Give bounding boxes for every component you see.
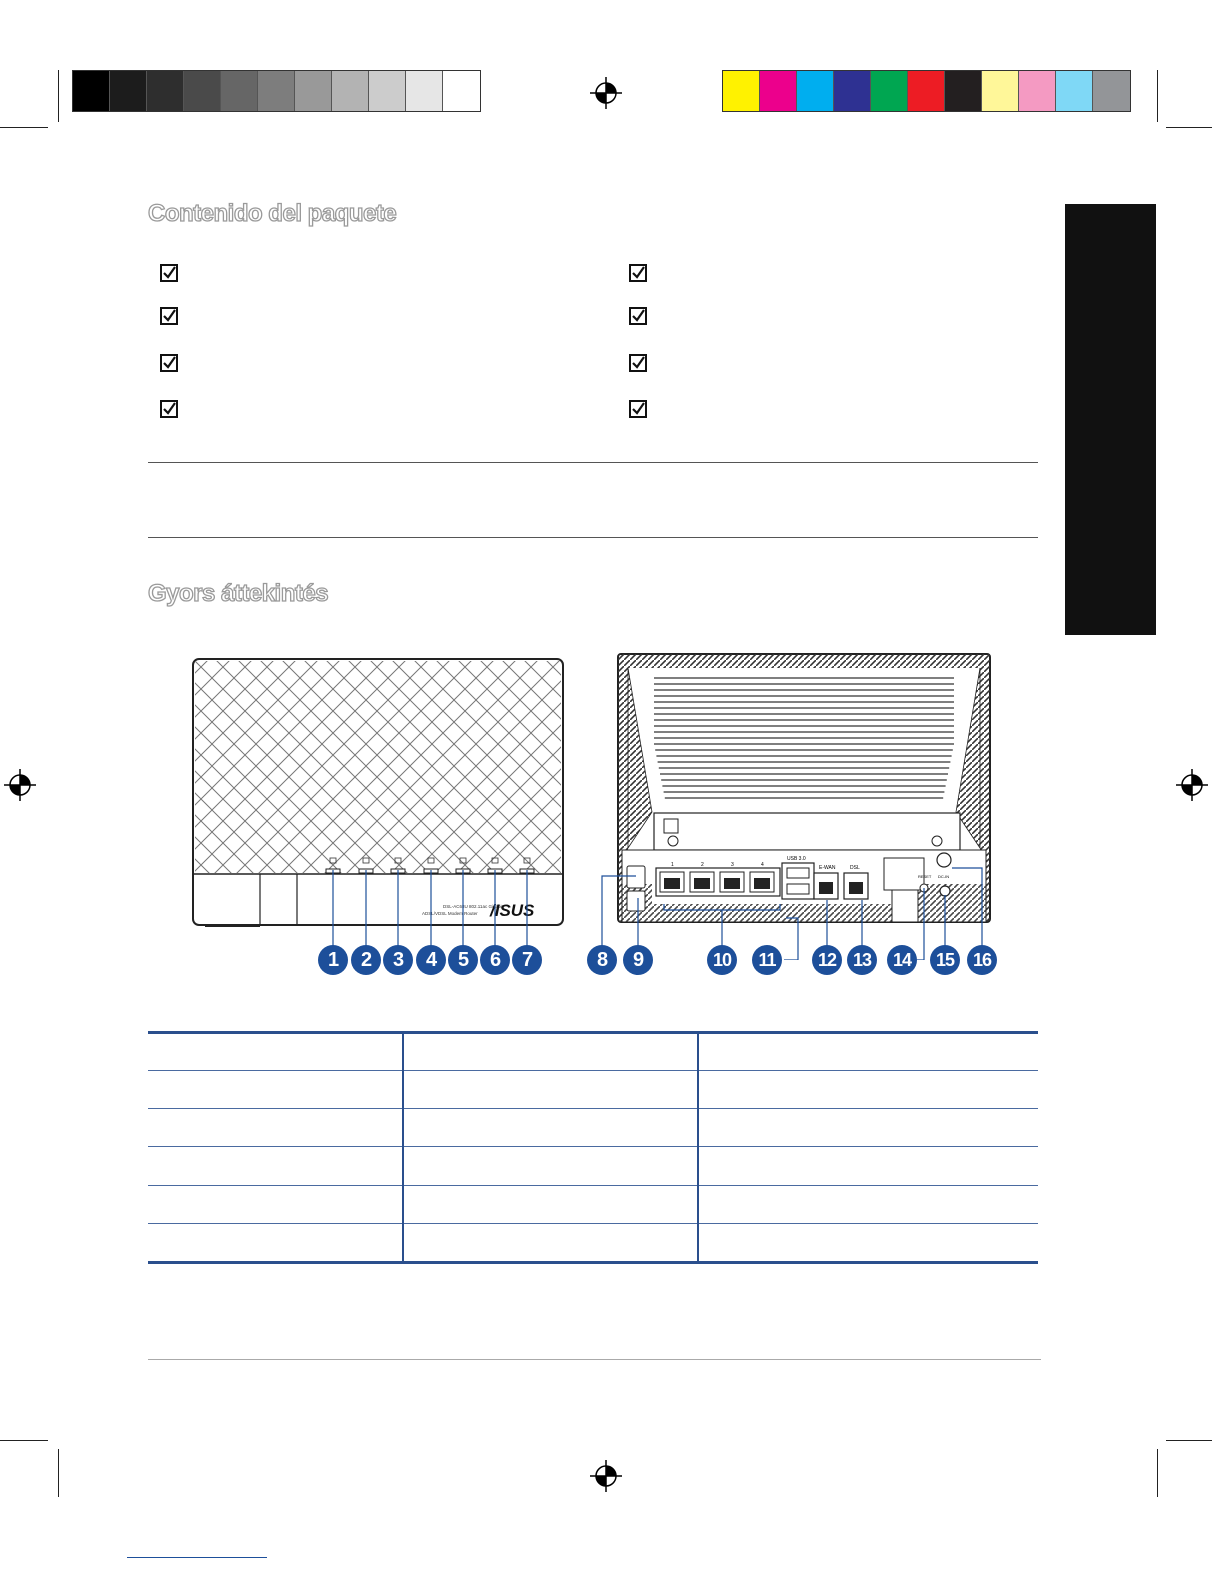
note-top-rule xyxy=(148,462,1038,463)
color-swatch xyxy=(760,71,797,111)
color-swatch xyxy=(443,71,480,111)
ewan-port-label: E-WAN xyxy=(819,865,836,871)
table-row-divider xyxy=(148,1146,1038,1147)
color-swatch xyxy=(1056,71,1093,111)
color-swatch xyxy=(1019,71,1056,111)
footer-rule xyxy=(148,1359,1041,1360)
checkbox-icon xyxy=(160,400,178,418)
color-swatch xyxy=(73,71,110,111)
color-swatch xyxy=(406,71,443,111)
callout-4: 4 xyxy=(416,945,446,975)
color-swatch xyxy=(1093,71,1130,111)
callout-2: 2 xyxy=(351,945,381,975)
callout-14: 14 xyxy=(887,945,917,975)
crop-mark xyxy=(1157,1449,1158,1497)
callout-1: 1 xyxy=(318,945,348,975)
checkbox-icon xyxy=(629,400,647,418)
section-title-package-contents: Contenido del paquete xyxy=(148,200,397,227)
vent-grille xyxy=(654,678,954,798)
table-column-divider xyxy=(402,1033,404,1263)
color-swatch xyxy=(982,71,1019,111)
callout-8: 8 xyxy=(587,945,617,975)
color-swatch xyxy=(908,71,945,111)
color-swatch xyxy=(797,71,834,111)
color-swatch xyxy=(332,71,369,111)
table-row-divider xyxy=(148,1185,1038,1186)
checkbox-icon xyxy=(629,264,647,282)
callout-11: 11 xyxy=(752,945,782,975)
callout-9: 9 xyxy=(623,945,653,975)
note-bottom-rule xyxy=(148,537,1038,538)
crop-mark xyxy=(0,1440,48,1441)
color-swatch xyxy=(834,71,871,111)
color-swatch xyxy=(184,71,221,111)
checkbox-icon xyxy=(629,354,647,372)
model-line2: ADSL/VDSL Modem Router xyxy=(422,911,478,916)
table-row-divider xyxy=(148,1223,1038,1224)
section-title-quick-overview: Gyors áttekintés xyxy=(148,580,329,607)
crop-mark xyxy=(58,1449,59,1497)
crop-mark xyxy=(58,70,59,122)
table-row-divider xyxy=(148,1070,1038,1071)
reset-label: RESET xyxy=(918,874,932,879)
model-line1: DSL-AC68U 802.11ac Gigabit xyxy=(443,904,503,909)
color-swatch xyxy=(147,71,184,111)
lan-port-label: 3 xyxy=(731,862,734,868)
callout-7: 7 xyxy=(512,945,542,975)
checkbox-icon xyxy=(160,264,178,282)
callout-16: 16 xyxy=(967,945,997,975)
color-swatch xyxy=(369,71,406,111)
table-column-divider xyxy=(697,1033,699,1263)
callout-6: 6 xyxy=(480,945,510,975)
registration-mark-icon xyxy=(1176,769,1208,801)
callout-12: 12 xyxy=(812,945,842,975)
color-swatch xyxy=(221,71,258,111)
crop-mark xyxy=(1157,70,1158,122)
grayscale-color-bar xyxy=(72,70,481,112)
callout-5: 5 xyxy=(448,945,478,975)
language-side-tab xyxy=(1065,204,1156,635)
checkbox-icon xyxy=(160,354,178,372)
callout-13: 13 xyxy=(847,945,877,975)
footnote-rule xyxy=(127,1557,267,1558)
table-bottom-border xyxy=(148,1261,1038,1264)
crop-mark xyxy=(1166,1440,1212,1441)
brand-logo: /ISUS xyxy=(490,901,535,920)
registration-mark-icon xyxy=(4,769,36,801)
table-row-divider xyxy=(148,1108,1038,1109)
lan-port-label: 2 xyxy=(701,862,704,868)
callout-3: 3 xyxy=(383,945,413,975)
registration-mark-icon xyxy=(590,1460,622,1492)
color-swatch xyxy=(871,71,908,111)
callout-10: 10 xyxy=(707,945,737,975)
callout-15: 15 xyxy=(930,945,960,975)
checkbox-icon xyxy=(629,307,647,325)
crop-mark xyxy=(1166,127,1212,128)
callout-leader-lines xyxy=(0,860,1224,960)
dsl-port-label: DSL xyxy=(850,865,860,871)
usb-port-label: USB 3.0 xyxy=(787,856,806,862)
checkbox-icon xyxy=(160,307,178,325)
crop-mark xyxy=(0,127,48,128)
color-swatch xyxy=(945,71,982,111)
color-swatch xyxy=(723,71,760,111)
registration-mark-icon xyxy=(590,77,622,109)
table-top-border xyxy=(148,1031,1038,1034)
dc-in-label: DC-IN xyxy=(938,874,950,879)
process-color-bar xyxy=(722,70,1131,112)
color-swatch xyxy=(258,71,295,111)
color-swatch xyxy=(295,71,332,111)
lan-port-label: 1 xyxy=(671,862,674,868)
color-swatch xyxy=(110,71,147,111)
lan-port-label: 4 xyxy=(761,862,764,868)
